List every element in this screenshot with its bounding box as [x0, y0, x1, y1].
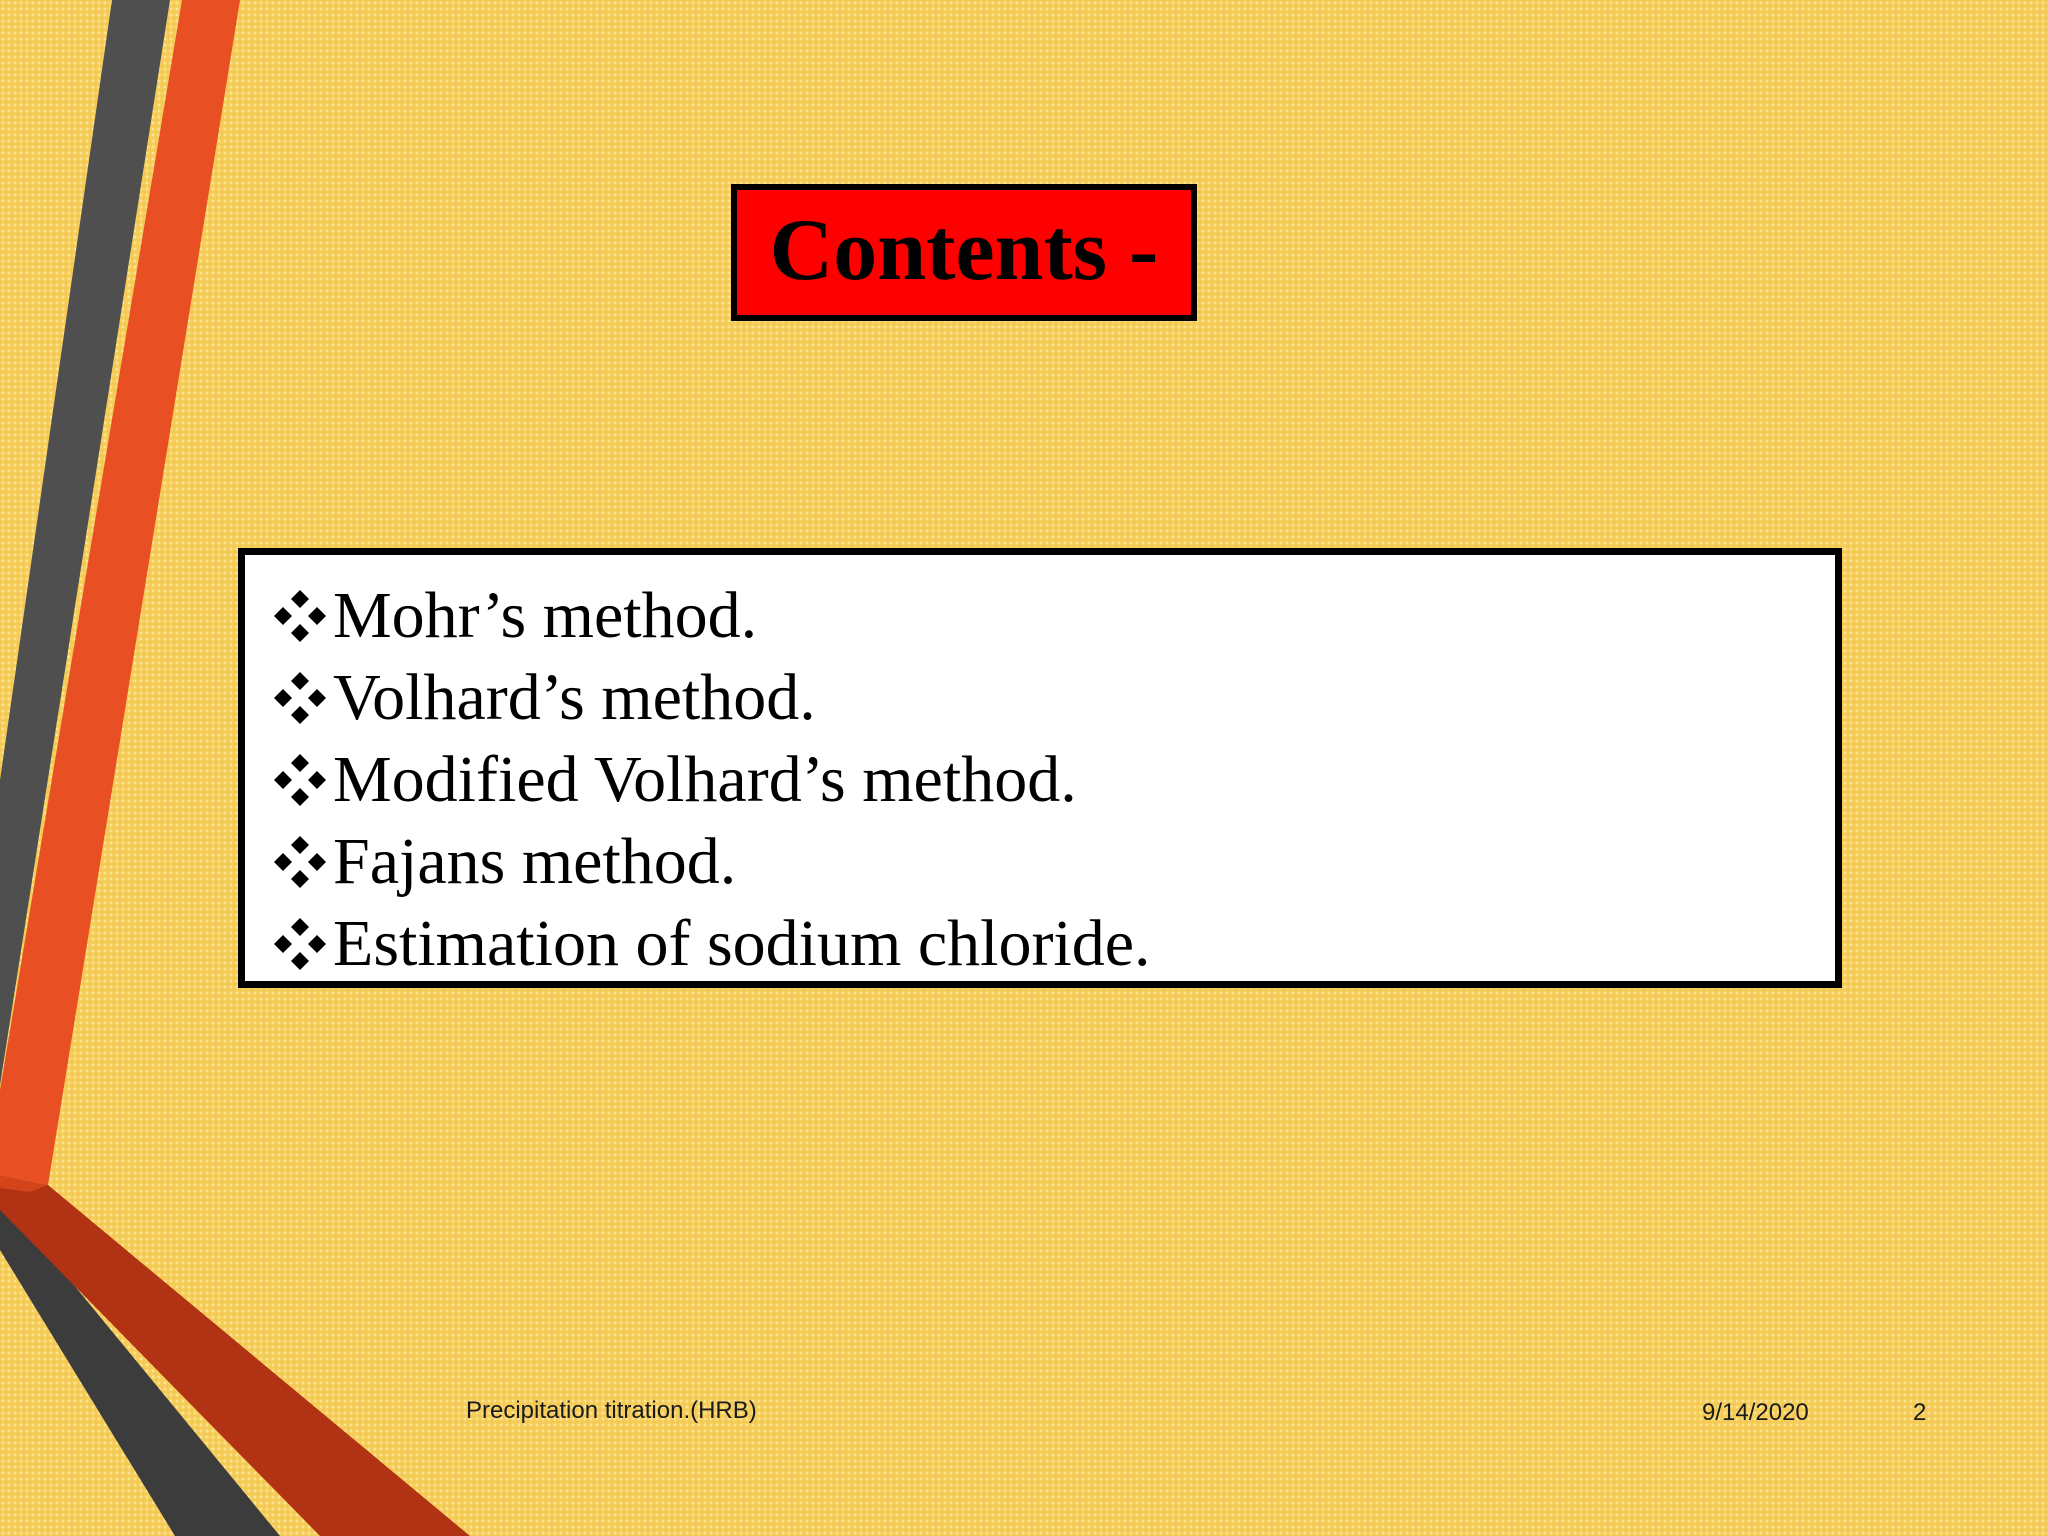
- diamond-four-bullet-icon: [271, 669, 329, 727]
- diamond-four-bullet-icon: [271, 587, 329, 645]
- list-item: [271, 821, 1835, 903]
- list-item: [271, 657, 1835, 739]
- list-item: [271, 739, 1835, 821]
- list-item-text: Modified Volhard’s method.: [333, 743, 1077, 816]
- list-item: [271, 903, 1835, 985]
- footer-date: 9/14/2020: [1702, 1399, 1809, 1426]
- slide-number: 2: [1913, 1399, 1927, 1426]
- slide-title: Contents -: [769, 201, 1159, 299]
- list-item-text: Fajans method.: [333, 825, 737, 898]
- list-item-text: Volhard’s method.: [333, 661, 816, 734]
- list-item-text: Estimation of sodium chloride.: [333, 907, 1151, 980]
- list-item: [271, 575, 1835, 657]
- list-item-text: Mohr’s method.: [333, 579, 758, 652]
- title-box: [731, 184, 1197, 321]
- contents-list: [238, 548, 1842, 988]
- diamond-four-bullet-icon: [271, 915, 329, 973]
- footer-text: Precipitation titration.(HRB): [466, 1397, 757, 1424]
- diamond-four-bullet-icon: [271, 833, 329, 891]
- diamond-four-bullet-icon: [271, 751, 329, 809]
